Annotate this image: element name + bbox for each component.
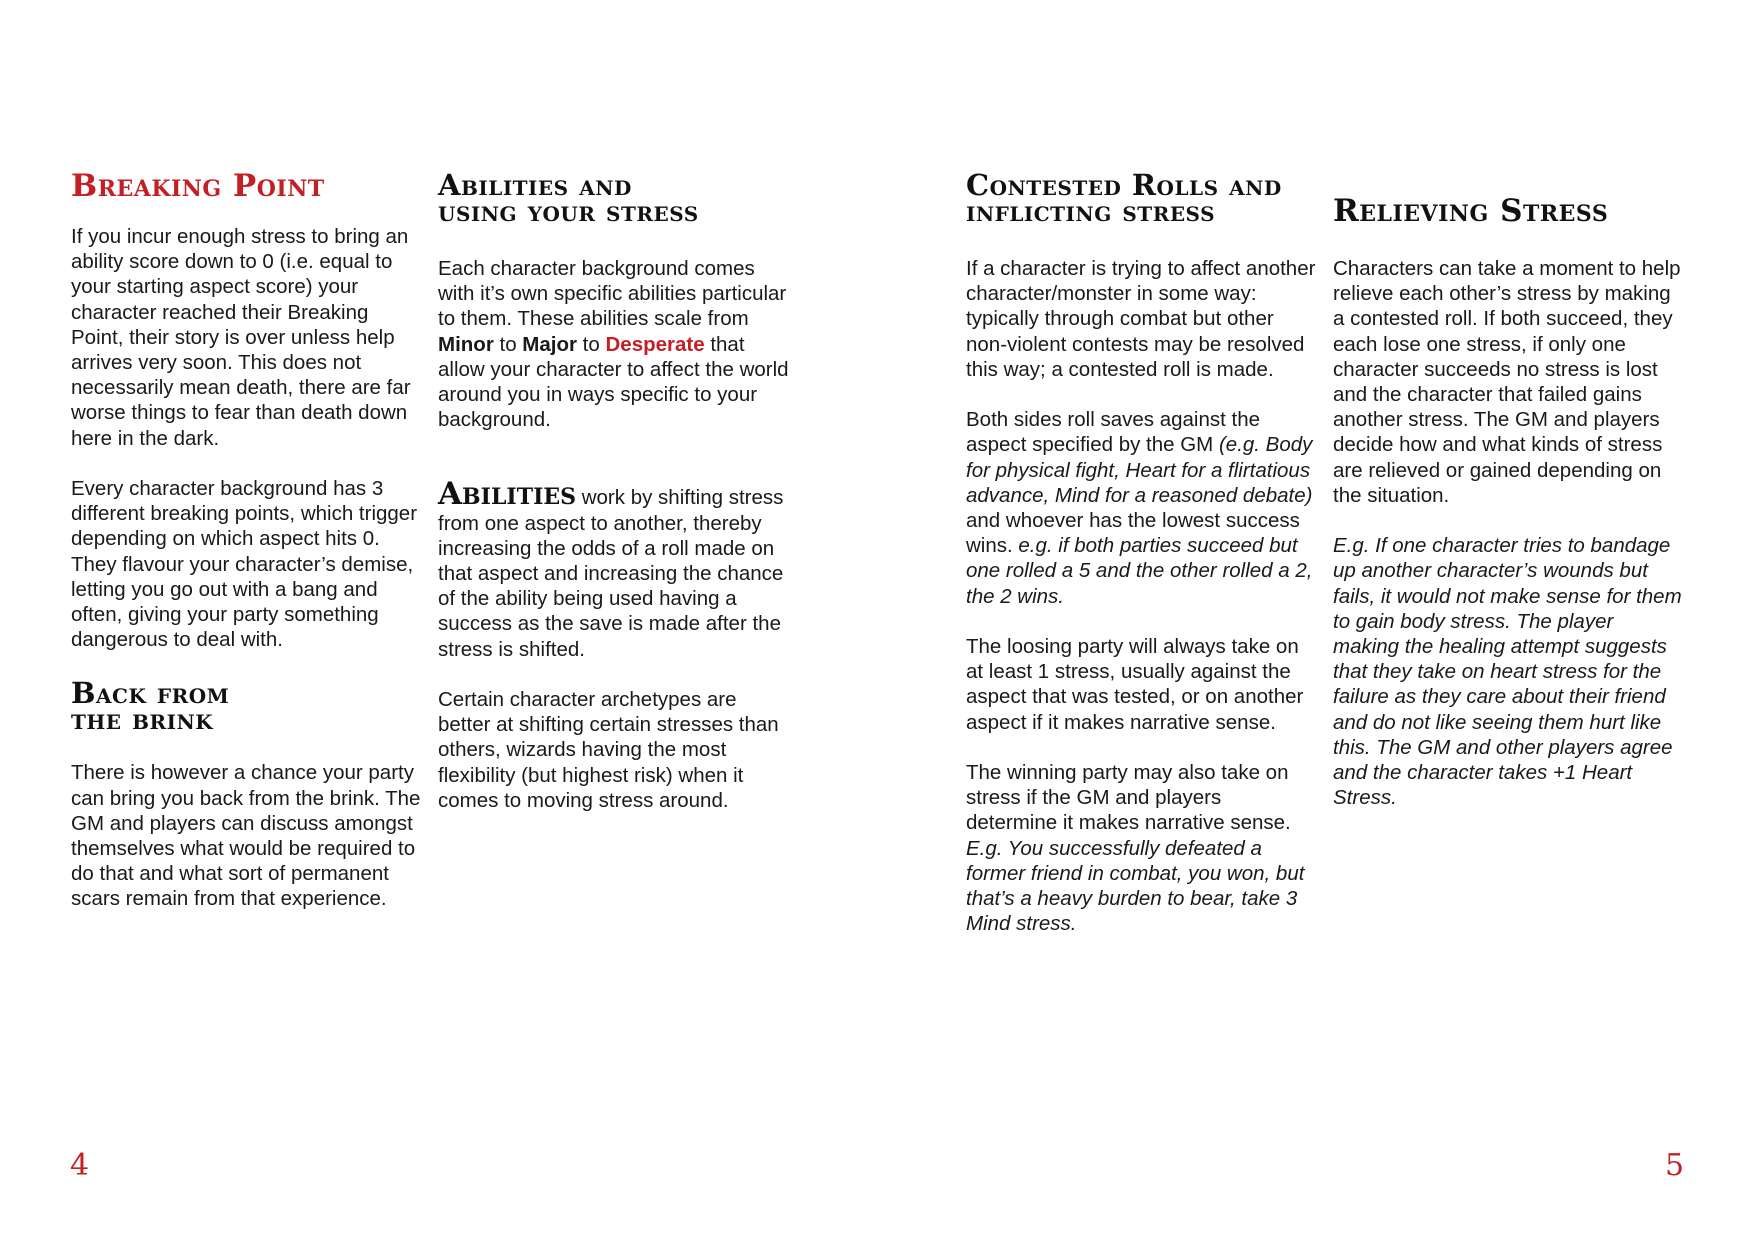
relieving-paragraph-1: Characters can take a moment to help relieve each other’s stress by making a contested roll. If both succeed, they each lose one stress, if only one character succeeds no stress is lost and the character that failed gains another stress. The GM and players decide how and what kinds of stress are relieved or gained depending on the situation. <box>1333 257 1681 507</box>
abilities-p2-text: work by shifting stress from one aspect to another, thereby increasing the odds of a roll made on that aspect and increasing the chance of the ability being used having a success as the save is made after the stress is shifted. <box>438 486 784 661</box>
contested-p4-example: E.g. You successfully defeated a former friend in combat, you won, but that’s a heavy burden to bear, take 3 Mind stress. <box>966 836 1305 936</box>
ability-level-desperate: Desperate <box>605 332 705 356</box>
contested-paragraph-4 <box>966 760 1318 936</box>
heading-contested-line1: Contested Rolls and <box>966 168 1282 202</box>
heading-contested-line2: inflicting stress <box>966 194 1216 228</box>
contested-p2-text-b: and whoever has the lowest success wins. <box>966 509 1300 558</box>
heading-back-from-brink <box>71 676 423 737</box>
page-number-left: 4 <box>70 1148 90 1183</box>
heading-back-from-brink-line1: Back from <box>71 676 230 711</box>
ability-level-minor: Minor <box>438 332 494 356</box>
heading-back-from-brink-line2: the brink <box>71 702 214 737</box>
column-abilities <box>438 168 790 838</box>
column-contested-rolls <box>966 168 1318 962</box>
heading-contested-rolls <box>966 168 1318 228</box>
heading-abilities-line2: using your stress <box>438 194 699 228</box>
abilities-p1-text-b: that allow your character to affect the world around you in ways specific to your background. <box>438 332 789 432</box>
back-from-brink-paragraph: There is however a chance your party can bring you back from the brink. The GM and players can discuss amongst themselves what would be required to do that and what sort of permanent scars remain from that experience. <box>71 761 421 911</box>
column-breaking-point <box>71 168 423 937</box>
column-relieving-stress <box>1333 194 1685 836</box>
heading-breaking-point: Breaking Point <box>71 168 325 204</box>
contested-p2-example-1: (e.g. Body for physical fight, Heart for a flirtatious advance, Mind for a reasoned debate) <box>966 433 1313 507</box>
breaking-point-paragraph-1: If you incur enough stress to bring an ability score down to 0 (i.e. equal to your starting aspect score) your character reached their Breaking Point, their story is over unless help arrives very soon. This does not necessarily mean death, there are far worse things to fear than death down here in the dark. <box>71 225 411 450</box>
heading-relieving-stress: Relieving Stress <box>1333 193 1609 229</box>
contested-paragraph-3: The loosing party will always take on at least 1 stress, usually against the aspect that was tested, or on another aspect if it makes narrative sense. <box>966 635 1304 734</box>
contested-p4-text: The winning party may also take on stress if the GM and players determine it makes narrative sense. <box>966 761 1291 835</box>
heading-abilities <box>438 168 790 228</box>
contested-paragraph-2 <box>966 407 1318 609</box>
contested-p2-example-2: e.g. if both parties succeed but one rolled a 5 and the other rolled a 2, the 2 wins. <box>966 534 1313 608</box>
heading-abilities-line1: Abilities and <box>438 168 632 202</box>
page-number-right: 5 <box>1665 1148 1685 1183</box>
abilities-p1-to-1: to <box>493 332 523 356</box>
relieving-paragraph-2-example: E.g. If one character tries to bandage up another character’s wounds but fails, it would not make sense for them to gain body stress. The player making the healing attempt suggests that they take on heart stress for the failure as they care about their friend and do not like seeing them hurt like this. The GM and other players agree and the character takes +1 Heart Stress. <box>1333 534 1682 810</box>
abilities-inline-heading: Abilities <box>438 476 577 513</box>
contested-paragraph-1: If a character is trying to affect another character/monster in some way: typically through combat but other non-violent contests may be resolved this way; a contested roll is made. <box>966 257 1316 381</box>
abilities-paragraph-2 <box>438 476 790 661</box>
breaking-point-paragraph-2: Every character background has 3 different breaking points, which trigger depending on which aspect hits 0. They flavour your character’s demise, letting you go out with a bang and often, giving your party something dangerous to deal with. <box>71 477 418 652</box>
contested-p2-text-a: Both sides roll saves against the aspect specified by the GM <box>966 408 1260 457</box>
ability-level-major: Major <box>522 332 577 356</box>
abilities-paragraph-3: Certain character archetypes are better at shifting certain stresses than others, wizards having the most flexibility (but highest risk) when it comes to moving stress around. <box>438 688 779 812</box>
abilities-p1-text-a: Each character background comes with it’s own specific abilities particular to them. These abilities scale from <box>438 257 787 331</box>
abilities-p1-to-2: to <box>576 332 606 356</box>
abilities-paragraph-1 <box>438 256 790 432</box>
